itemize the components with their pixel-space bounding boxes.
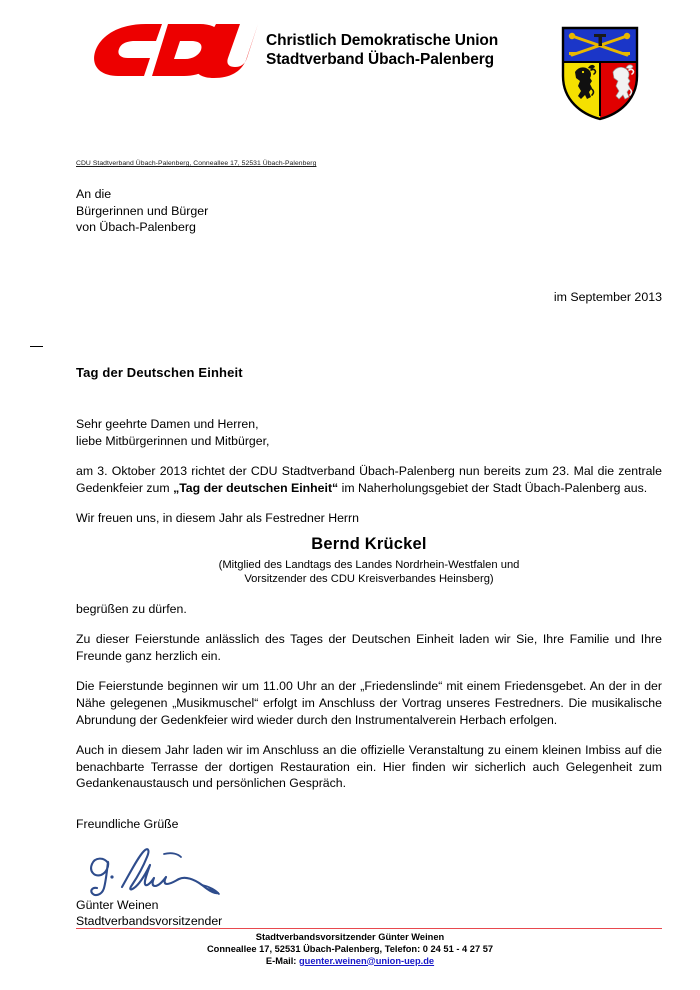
cdu-logo <box>88 22 258 78</box>
organization-name <box>266 31 498 69</box>
paragraph-1 <box>76 463 662 496</box>
recipient-address <box>76 186 208 236</box>
footer-line-1: Stadtverbandsvorsitzender Günter Weinen <box>255 932 445 942</box>
paragraph-3: begrüßen zu dürfen. <box>76 601 187 616</box>
footer-divider <box>76 928 662 929</box>
subject-line: Tag der Deutschen Einheit <box>76 365 243 380</box>
footer-line-3 <box>0 956 700 968</box>
salutation <box>76 416 662 449</box>
signer-block <box>76 898 222 929</box>
letterhead <box>0 0 700 130</box>
speaker-role-line-2: Vorsitzender des CDU Kreisverbandes Heinsberg) <box>244 573 494 586</box>
paragraph-6: Auch in diesem Jahr laden wir im Anschluss an die offizielle Veranstaltung zu einem kleinen Imbiss auf die benachbarte Terrasse der dortigen Restauration ein. Hier finden wir sicherlich auch Gelegenheit zum Gedankenaustausch und persönlichen Gespräch. <box>76 743 662 791</box>
recipient-line-1: An die <box>76 187 112 201</box>
letter-body <box>76 416 662 833</box>
recipient-line-3: von Übach-Palenberg <box>76 220 196 234</box>
paragraph-2: Wir freuen uns, in diesem Jahr als Festredner Herrn <box>76 511 359 526</box>
signer-title: Stadtverbandsvorsitzender <box>76 913 223 928</box>
organization-line-1: Christlich Demokratische Union <box>266 32 499 49</box>
organization-line-2: Stadtverband Übach-Palenberg <box>266 51 495 68</box>
footer-line-2: Conneallee 17, 52531 Übach-Palenberg, Telefon: 0 24 51 - 4 27 57 <box>206 943 494 954</box>
paragraph-1-part-a: am 3. Oktober 2013 richtet der CDU Stadtverband Übach-Palenberg nun bereits zum 23. Mal die zentrale Gedenkfeier zum <box>76 464 662 495</box>
recipient-line-2: Bürgerinnen und Bürger <box>76 203 209 218</box>
paragraph-5: Die Feierstunde beginnen wir um 11.00 Uhr an der „Friedenslinde“ mit einem Friedensgebet. An der in der Nähe gelegenen „Musikmuschel“ erfolgt im Anschluss der Vortrag unseres Festredners. Die musikalische Abrundung der Gedenkfeier wird wieder durch den Instrumentalverein Herbach erfolgen. <box>76 679 662 727</box>
return-address: CDU Stadtverband Übach-Palenberg, Conneallee 17, 52531 Übach-Palenberg <box>76 160 317 167</box>
salutation-line-1: Sehr geehrte Damen und Herren, <box>76 417 259 431</box>
signer-name: Günter Weinen <box>76 898 159 912</box>
paragraph-4: Zu dieser Feierstunde anlässlich des Tages der Deutschen Einheit laden wir Sie, Ihre Familie und Ihre Freunde ganz herzlich ein. <box>76 632 662 663</box>
handwritten-signature <box>82 843 247 903</box>
closing-greeting: Freundliche Grüße <box>76 816 179 831</box>
date-line: im September 2013 <box>553 290 662 304</box>
speaker-role-line-1: (Mitglied des Landtags des Landes Nordrhein-Westfalen und <box>218 558 520 571</box>
salutation-line-2: liebe Mitbürgerinnen und Mitbürger, <box>76 433 270 448</box>
paragraph-1-part-b: im Naherholungsgebiet der Stadt Übach-Palenberg aus. <box>338 480 648 495</box>
speaker-name: Bernd Krückel <box>311 534 427 553</box>
paragraph-1-emphasis: „Tag der deutschen Einheit“ <box>173 480 339 495</box>
email-link[interactable]: guenter.weinen@union-uep.de <box>298 955 435 966</box>
speaker-role <box>76 558 662 587</box>
coat-of-arms-icon <box>561 26 639 121</box>
email-label: E-Mail: <box>265 955 299 966</box>
footer <box>0 932 700 967</box>
fold-mark <box>30 346 43 347</box>
